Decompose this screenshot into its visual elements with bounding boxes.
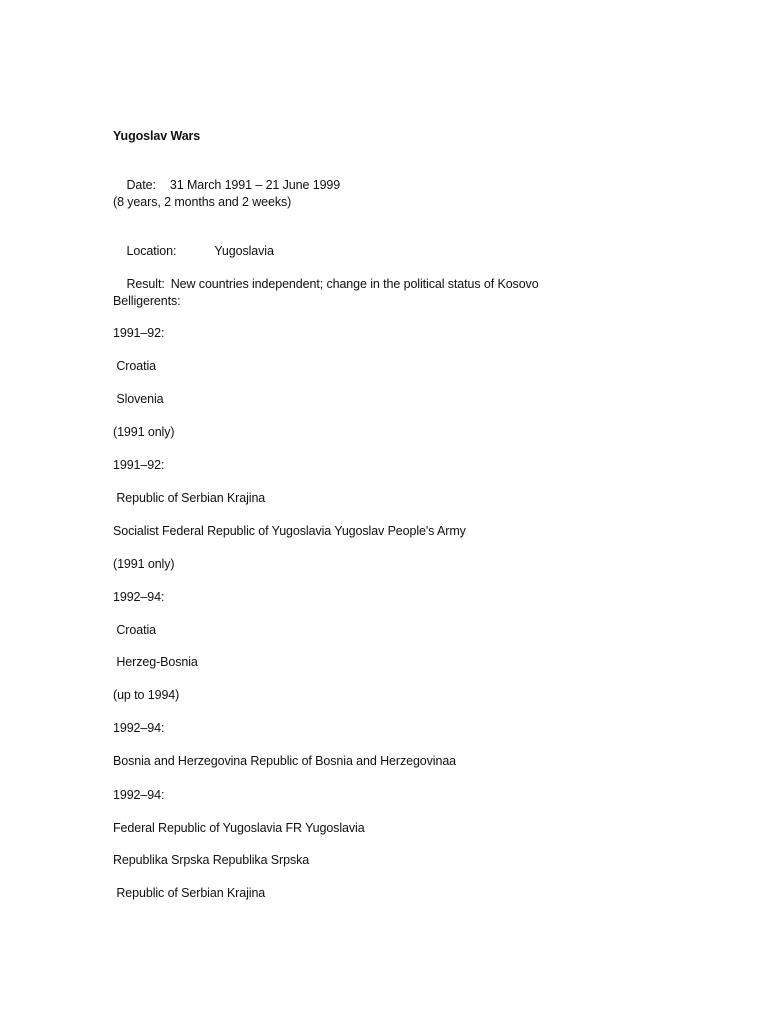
document-line: Slovenia bbox=[113, 392, 164, 406]
document-line: Federal Republic of Yugoslavia FR Yugoslavia bbox=[113, 821, 365, 835]
document-line: (up to 1994) bbox=[113, 688, 180, 702]
document-line: Croatia bbox=[113, 623, 156, 637]
document-line: 1992–94: bbox=[113, 721, 165, 735]
belligerents-label: Belligerents: bbox=[113, 294, 181, 308]
document-line: 1991–92: bbox=[113, 326, 165, 340]
document-line: Republic of Serbian Krajina bbox=[113, 491, 266, 505]
document-line: Republic of Serbian Krajina bbox=[113, 886, 266, 900]
document-line: Republika Srpska Republika Srpska bbox=[113, 853, 310, 867]
document-line: Bosnia and Herzegovina Republic of Bosnia and Herzegovinaa bbox=[113, 754, 457, 768]
document-line: (1991 only) bbox=[113, 425, 175, 439]
document-line: Croatia bbox=[113, 359, 156, 373]
location-label: Location: bbox=[126, 244, 177, 258]
document-title: Yugoslav Wars bbox=[113, 129, 201, 143]
result-value: New countries independent; change in the political status of Kosovo bbox=[170, 277, 539, 291]
date-label: Date: bbox=[126, 178, 156, 192]
document-line: Socialist Federal Republic of Yugoslavia Yugoslav People's Army bbox=[113, 524, 466, 538]
location-value: Yugoslavia bbox=[214, 244, 274, 258]
document-line: Herzeg-Bosnia bbox=[113, 655, 198, 669]
date-value: 31 March 1991 – 21 June 1999 bbox=[169, 178, 341, 192]
document-line: 1992–94: bbox=[113, 788, 165, 802]
document-line: (1991 only) bbox=[113, 557, 175, 571]
duration-text: (8 years, 2 months and 2 weeks) bbox=[113, 195, 292, 209]
document-line: 1991–92: bbox=[113, 458, 165, 472]
result-label: Result: bbox=[126, 277, 165, 291]
document-line: 1992–94: bbox=[113, 590, 165, 604]
